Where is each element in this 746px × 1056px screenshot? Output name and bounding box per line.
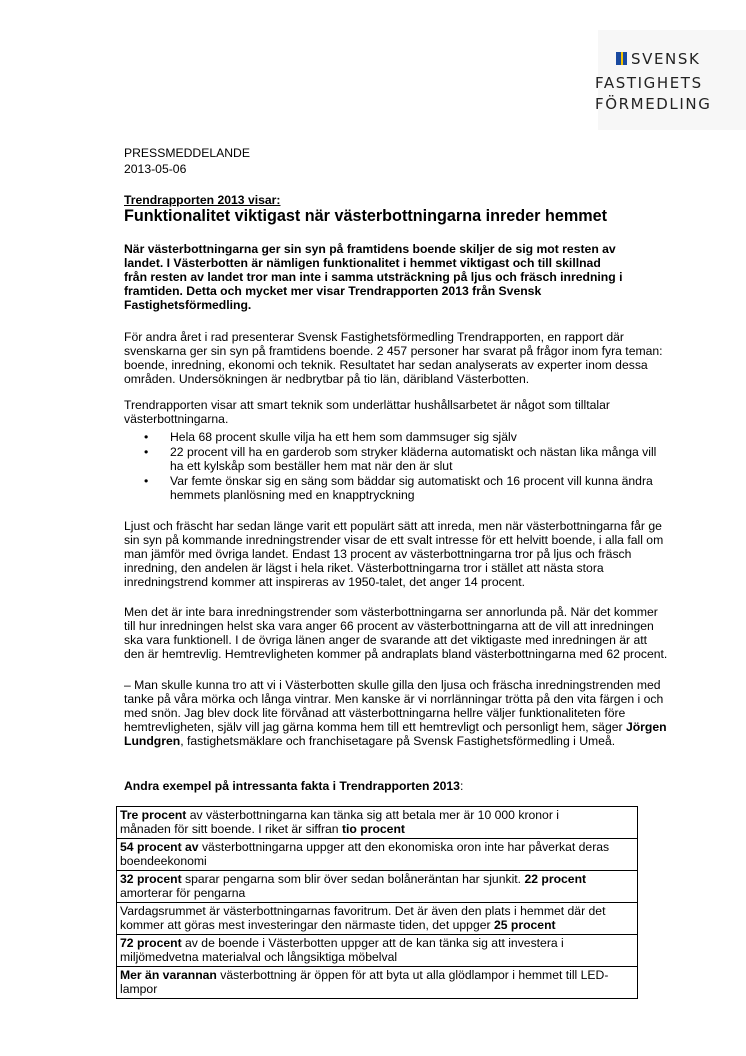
table-cell: 54 procent av västerbottningarna uppger att den ekonomiska oron inte har påverkat deras boendeekonomi [117,839,638,871]
body-line: – Man skulle kunna tro att vi i Västerbotten skulle gilla den ljusa och fräscha inredningstrenden med [124,678,661,692]
table-cell: 72 procent av de boende i Västerbotten uppger att de kan tänka sig att investera i miljömedvetna materialval och långsiktiga möbelval [117,935,638,967]
release-date: 2013-05-06 [124,162,187,176]
body-line: hemtrevligheten, själv vill jag gärna komma hem till ett hemtrevligt och personligt hem, säger Jörgen [124,720,667,734]
body-line: man jämför med övriga landet. Endast 13 procent av västerbottningarna tror på ljus och fräsch [124,547,632,561]
logo-line-1: SVENSK [631,50,701,68]
lead-line: landet. I Västerbotten är nämligen funktionalitet i hemmet viktigast och till skillnad [124,256,601,270]
facts-heading: Andra exempel på intressanta fakta i Trendrapporten 2013: [124,779,464,793]
body-line: den är hemtrevlig. Hemtrevligheten kommer på andraplats bland västerbottningarna med 62 procent. [124,647,668,661]
body-line: inredningstrend kommer att inspireras av 1950-talet, det anger 14 procent. [124,575,526,589]
table-row [117,903,638,935]
body-line: Lundgren, fastighetsmäklare och franchisetagare på Svensk Fastighetsförmedling i Umeå. [124,734,616,748]
body-line: västerbottningarna. [124,412,229,426]
table-row [117,935,638,967]
body-line: inredning, den andelen är lägst i hela riket. Västerbottningarna tror i stället att nästa stora [124,561,604,575]
quote-author-last: Lundgren [124,734,181,748]
list-item: • Hela 68 procent skulle vilja ha ett hem som dammsuger sig själv [124,430,656,444]
body-line: För andra året i rad presenterar Svensk Fastighetsförmedling Trendrapporten, en rapport där [124,330,624,344]
facts-table [116,806,638,999]
body-line: till hur inredningen helst ska vara anger 66 procent av västerbottningarna att de vill att inredningen [124,619,654,633]
table-cell: 32 procent sparar pengarna som blir över sedan bolåneräntan har sjunkit. 22 procent amorterar för pengarna [117,871,638,903]
lead-line: Fastighetsförmedling. [124,298,252,312]
bullet-list [124,430,656,503]
body-line: områden. Undersökningen är nedbrytbar på tio län, däribland Västerbotten. [124,372,530,386]
body-line: med snön. Jag blev dock lite förvånad att västerbottningarna hellre väljer funktionaliteten före [124,706,626,720]
body-line: Trendrapporten visar att smart teknik som underlättar hushållsarbetet är något som tilltalar [124,398,610,412]
body-line: Men det är inte bara inredningstrender som västerbottningarna ser annorlunda på. När det kommer [124,605,658,619]
body-line: sin syn på kommande inredningstrender visar de ett svalt intresse för ett helvitt boende, i alla fall om [124,533,664,547]
lead-line: framtiden. Detta och mycket mer visar Trendrapporten 2013 från Svensk [124,284,542,298]
title-kicker: Trendrapporten 2013 visar: [124,193,281,207]
table-row [117,839,638,871]
list-item: • Var femte önskar sig en säng som bäddar sig automatiskt och 16 procent vill kunna ändra hemmets planlösning med en knapptryckning [124,474,656,502]
lead-line: från resten av landet tror man inte i samma utsträckning på ljus och fräsch inredning i [124,270,623,284]
quote-author-first: Jörgen [625,720,667,734]
list-item: • 22 procent vill ha en garderob som stryker kläderna automatiskt och nästan lika många vill ha ett kylskåp som beställer hem mat när den är slut [124,445,656,473]
lead-line: När västerbottningarna ger sin syn på framtidens boende skiljer de sig mot resten av [124,242,616,256]
table-cell: Mer än varannan västerbottning är öppen för att byta ut alla glödlampor i hemmet till LED- lampor [117,967,638,999]
body-line: boende, inredning, ekonomi och teknik. Resultatet har sedan analyserats av experter inom dessa [124,358,648,372]
body-line: Ljust och fräscht har sedan länge varit ett populärt sätt att inreda, men när västerbottningarna får ge [124,519,662,533]
table-cell: Vardagsrummet är västerbottningarnas favoritrum. Det är även den plats i hemmet där det kommer att göras mest investeringar den närmaste tiden, det uppger 25 procent [117,903,638,935]
body-line: svenskarna ger sin syn på framtidens boende. 2 457 personer har svarat på frågor inom fyra teman: [124,344,663,358]
body-line: tanke på våra mörka och långa vintrar. Men kanske är vi norrlänningar trötta på den vita färgen i och [124,692,664,706]
table-row [117,871,638,903]
body-line: ska vara funktionell. I de övriga länen anger de svarande att det viktigaste med inredningen är att [124,633,648,647]
table-row [117,967,638,999]
headline: Funktionalitet viktigast när västerbottningarna inreder hemmet [124,207,608,225]
table-row [117,807,638,839]
press-release-label: PRESSMEDDELANDE [124,146,250,160]
logo-line-3: FÖRMEDLING [595,95,712,113]
table-cell: Tre procent av västerbottningarna kan tänka sig att betala mer är 10 000 kronor i månaden för sitt boende. I riket är siffran tio procent [117,807,638,839]
logo-line-2: FASTIGHETS [595,74,703,92]
swedish-flag-icon [616,52,626,65]
